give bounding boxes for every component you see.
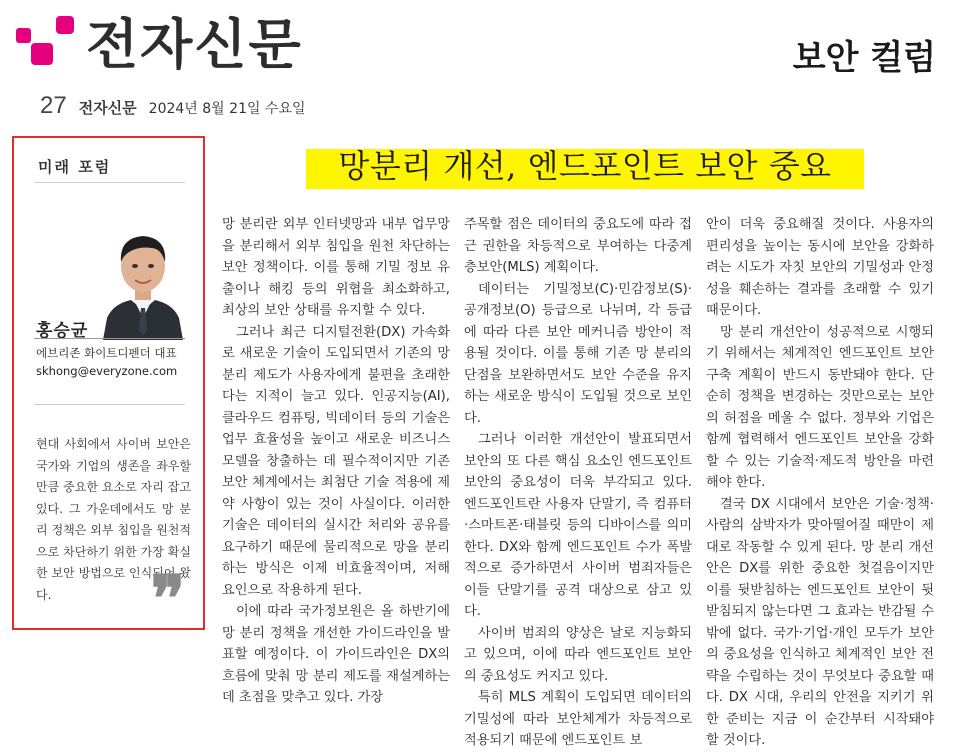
paragraph: 그러나 최근 디지털전환(DX) 가속화로 새로운 기술이 도입되면서 기존의 망 분리 제도가 사용자에게 불편을 초래한다는 지적이 늘고 있다. 인공지능(AI), 클라우드 컴퓨팅, 빅데이터 등의 기술은 업무 효율성을 높이고 새로운 비즈니스 모델을 창출하는 데 필수적이지만 기존 보안 체계에서는 최첨단 기술 적용에 제약 사항이 있는 것이 사실이다. 이러한 기술은 데이터의 실시간 처리와 공유를 요구하기 때문에 물리적으로 망을 분리하는 방식은 이제 비효율적이며, 저해 요인으로 작용하게 된다. (222, 324, 450, 598)
article-headline: 망분리 개선, 엔드포인트 보안 중요 (338, 147, 832, 185)
author-name: 홍승균 (36, 321, 89, 341)
author-title: 에브리존 화이트디펜더 대표 (36, 346, 177, 360)
paragraph: 결국 DX 시대에서 보안은 기술·정책·사람의 삼박자가 맞아떨어질 때만이 제대로 작동할 수 있게 된다. 망 분리 개선안은 DX를 위한 중요한 첫걸음이지만 이를 뒷받침하는 엔드포인트 보안이 뒷받침되지 않는다면 그 효과는 반감될 수밖에 없다. 국가·기업·개인 모두가 보안의 중요성을 인식하고 체계적인 보안 전략을 수립하는 것이 무엇보다 중요할 때다. DX 시대, 우리의 안전을 지키기 위한 준비는 지금 이 순간부터 시작돼야 할 것이다. (706, 496, 934, 748)
paper-name: 전자신문 (78, 99, 137, 117)
author-email: skhong@everyzone.com (36, 364, 178, 378)
quote-mark-icon: ❞ (150, 562, 185, 637)
divider (34, 404, 185, 405)
paragraph: 데이터는 기밀정보(C)·민감정보(S)·공개정보(O) 등급으로 나뉘며, 각 등급에 따라 다른 보안 메커니즘 방안이 적용될 것이다. 이를 통해 기존 망 분리의 단점을 보완하면서도 보안 수준을 유지하는 새로운 방식이 도입될 것으로 보인다. (464, 281, 692, 426)
paragraph: 주목할 점은 데이터의 중요도에 따라 접근 권한을 차등적으로 부여하는 다중계층보안(MLS) 계획이다. (464, 217, 692, 275)
paragraph: 망 분리 개선안이 성공적으로 시행되기 위해서는 체계적인 엔드포인트 보안 구축 계획이 반드시 동반돼야 한다. 단순히 정책을 변경하는 것만으로는 보안의 허점을 메울 수 없다. 정부와 기업은 함께 협력해서 엔드포인트 보안을 강화할 수 있는 기술적·제도적 방안을 마련해야 한다. (706, 324, 934, 490)
article-column-2 (464, 214, 692, 748)
author-sidebar (12, 136, 205, 637)
article-column-1 (222, 214, 450, 724)
logo-text: 전자신문 (86, 13, 303, 76)
author-photo (99, 222, 187, 340)
page-number: 27 (40, 92, 67, 119)
paragraph: 망 분리란 외부 인터넷망과 내부 업무망을 분리해서 외부 침입을 원천 차단하는 보안 정책이다. 이를 통해 기밀 정보 유출이나 해킹 등의 위협을 최소화하고, 최상의 보안 상태를 유지할 수 있다. (222, 217, 450, 318)
issue-meta (40, 92, 306, 120)
paragraph: 그러나 이러한 개선안이 발표되면서 보안의 또 다른 핵심 요소인 엔드포인트 보안의 중요성이 더욱 부각되고 있다. 엔드포인트란 사용자 단말기, 즉 컴퓨터·스마트폰·태블릿 등의 디바이스를 의미한다. DX와 함께 엔드포인트 수가 폭발적으로 증가하면서 사이버 범죄자들은 이들 단말기를 공격 대상으로 삼고 있다. (464, 432, 692, 619)
paragraph: 이에 따라 국가정보원은 올 하반기에 망 분리 정책을 개선한 가이드라인을 발표할 예정이다. 이 가이드라인은 DX의 흐름에 맞춰 망 분리 제도를 재설계하는 데 초점을 맞추고 있다. 가장 (222, 604, 450, 705)
paragraph: 특히 MLS 계획이 도입되면 데이터의 기밀성에 따라 보안체계가 차등적으로 적용되기 때문에 엔드포인트 보 (464, 690, 692, 748)
divider (34, 182, 185, 183)
paragraph: 안이 더욱 중요해질 것이다. 사용자의 편리성을 높이는 동시에 보안을 강화하려는 시도가 자칫 보안의 기밀성과 안정성을 훼손하는 결과를 초래할 수 있기 때문이다. (706, 217, 934, 318)
section-label: 보안 컬럼 (792, 38, 936, 78)
paragraph: 사이버 범죄의 양상은 날로 지능화되고 있으며, 이에 따라 엔드포인트 보안의 중요성도 커지고 있다. (464, 625, 692, 684)
pull-quote: 현대 사회에서 사이버 보안은 국가와 기업의 생존을 좌우할 만큼 중요한 요소로 자리 잡고 있다. 그 가운데에서도 망 분리 정책은 외부 침입을 원천적으로 차단하기 위한 가장 확실한 보안 방법으로 인식되어 왔다. (36, 437, 191, 602)
logo-mark-icon (14, 14, 78, 78)
sidebar-heading: 미래 포럼 (38, 158, 112, 176)
divider (34, 338, 185, 339)
issue-date: 2024년 8월 21일 수요일 (148, 101, 306, 117)
article-column-3 (706, 214, 934, 748)
